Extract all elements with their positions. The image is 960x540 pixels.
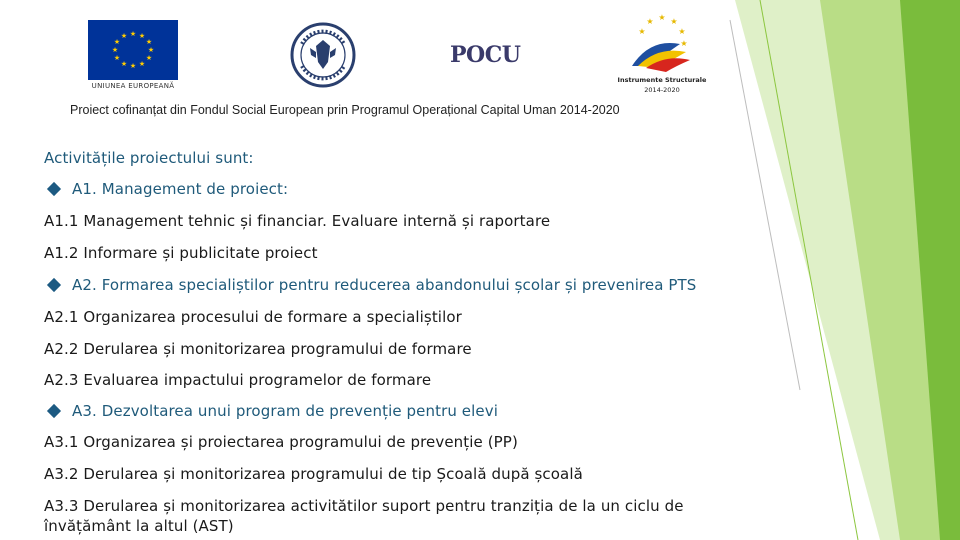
activity-a2-3: A2.3 Evaluarea impactului programelor de formare <box>44 371 432 389</box>
activity-a3-2: A3.2 Derularea și monitorizarea programului de tip Școală după școală <box>44 465 583 483</box>
activity-a2-1: A2.1 Organizarea procesului de formare a specialiștilor <box>44 308 462 326</box>
activity-a3-title: A3. Dezvoltarea unui program de prevenție pentru elevi <box>72 402 498 420</box>
svg-text:★: ★ <box>145 54 153 62</box>
pocu-logo: POCU <box>450 42 521 68</box>
svg-text:★: ★ <box>670 17 678 26</box>
instrumente-structurale-years: 2014-2020 <box>644 86 680 94</box>
instrumente-structurale-title: Instrumente Structurale <box>617 76 707 84</box>
svg-text:★: ★ <box>129 62 137 70</box>
activity-a1-2: A1.2 Informare și publicitate proiect <box>44 244 318 262</box>
svg-text:★: ★ <box>120 60 128 68</box>
svg-text:★: ★ <box>113 38 121 46</box>
svg-text:★: ★ <box>658 13 666 22</box>
svg-text:★: ★ <box>147 46 155 54</box>
svg-text:★: ★ <box>646 17 654 26</box>
svg-text:★: ★ <box>111 46 119 54</box>
activity-a2-title: A2. Formarea specialiștilor pentru reducerea abandonului școlar și prevenirea PTS <box>72 276 697 294</box>
activity-a1-1: A1.1 Management tehnic și financiar. Evaluare internă și raportare <box>44 212 551 230</box>
romanian-government-seal <box>290 22 356 88</box>
svg-text:★: ★ <box>678 27 686 36</box>
activity-a3-3: A3.3 Derularea și monitorizarea activitătilor suport pentru tranziția de la un ciclu de învățământ la altul (AST) <box>44 497 684 535</box>
svg-text:★: ★ <box>138 60 146 68</box>
svg-text:★: ★ <box>129 30 137 38</box>
svg-text:★: ★ <box>138 32 146 40</box>
cofinancing-statement: Proiect cofinanțat din Fondul Social European prin Programul Operațional Capital Uman 2014-2020 <box>70 103 620 117</box>
eu-flag-logo <box>88 20 178 80</box>
svg-text:★: ★ <box>113 54 121 62</box>
svg-text:★: ★ <box>638 27 646 36</box>
activity-a3-1: A3.1 Organizarea și proiectarea programului de prevenție (PP) <box>44 433 518 451</box>
activity-a1-title: A1. Management de proiect: <box>72 180 289 198</box>
activity-a2-2: A2.2 Derularea și monitorizarea programului de formare <box>44 340 472 358</box>
svg-text:★: ★ <box>680 39 688 48</box>
svg-text:★: ★ <box>120 32 128 40</box>
eu-logo-label: UNIUNEA EUROPEANĂ <box>91 82 175 90</box>
activities-heading: Activitățile proiectului sunt: <box>44 149 254 167</box>
instrumente-structurale-logo <box>610 8 714 98</box>
svg-text:★: ★ <box>145 38 153 46</box>
